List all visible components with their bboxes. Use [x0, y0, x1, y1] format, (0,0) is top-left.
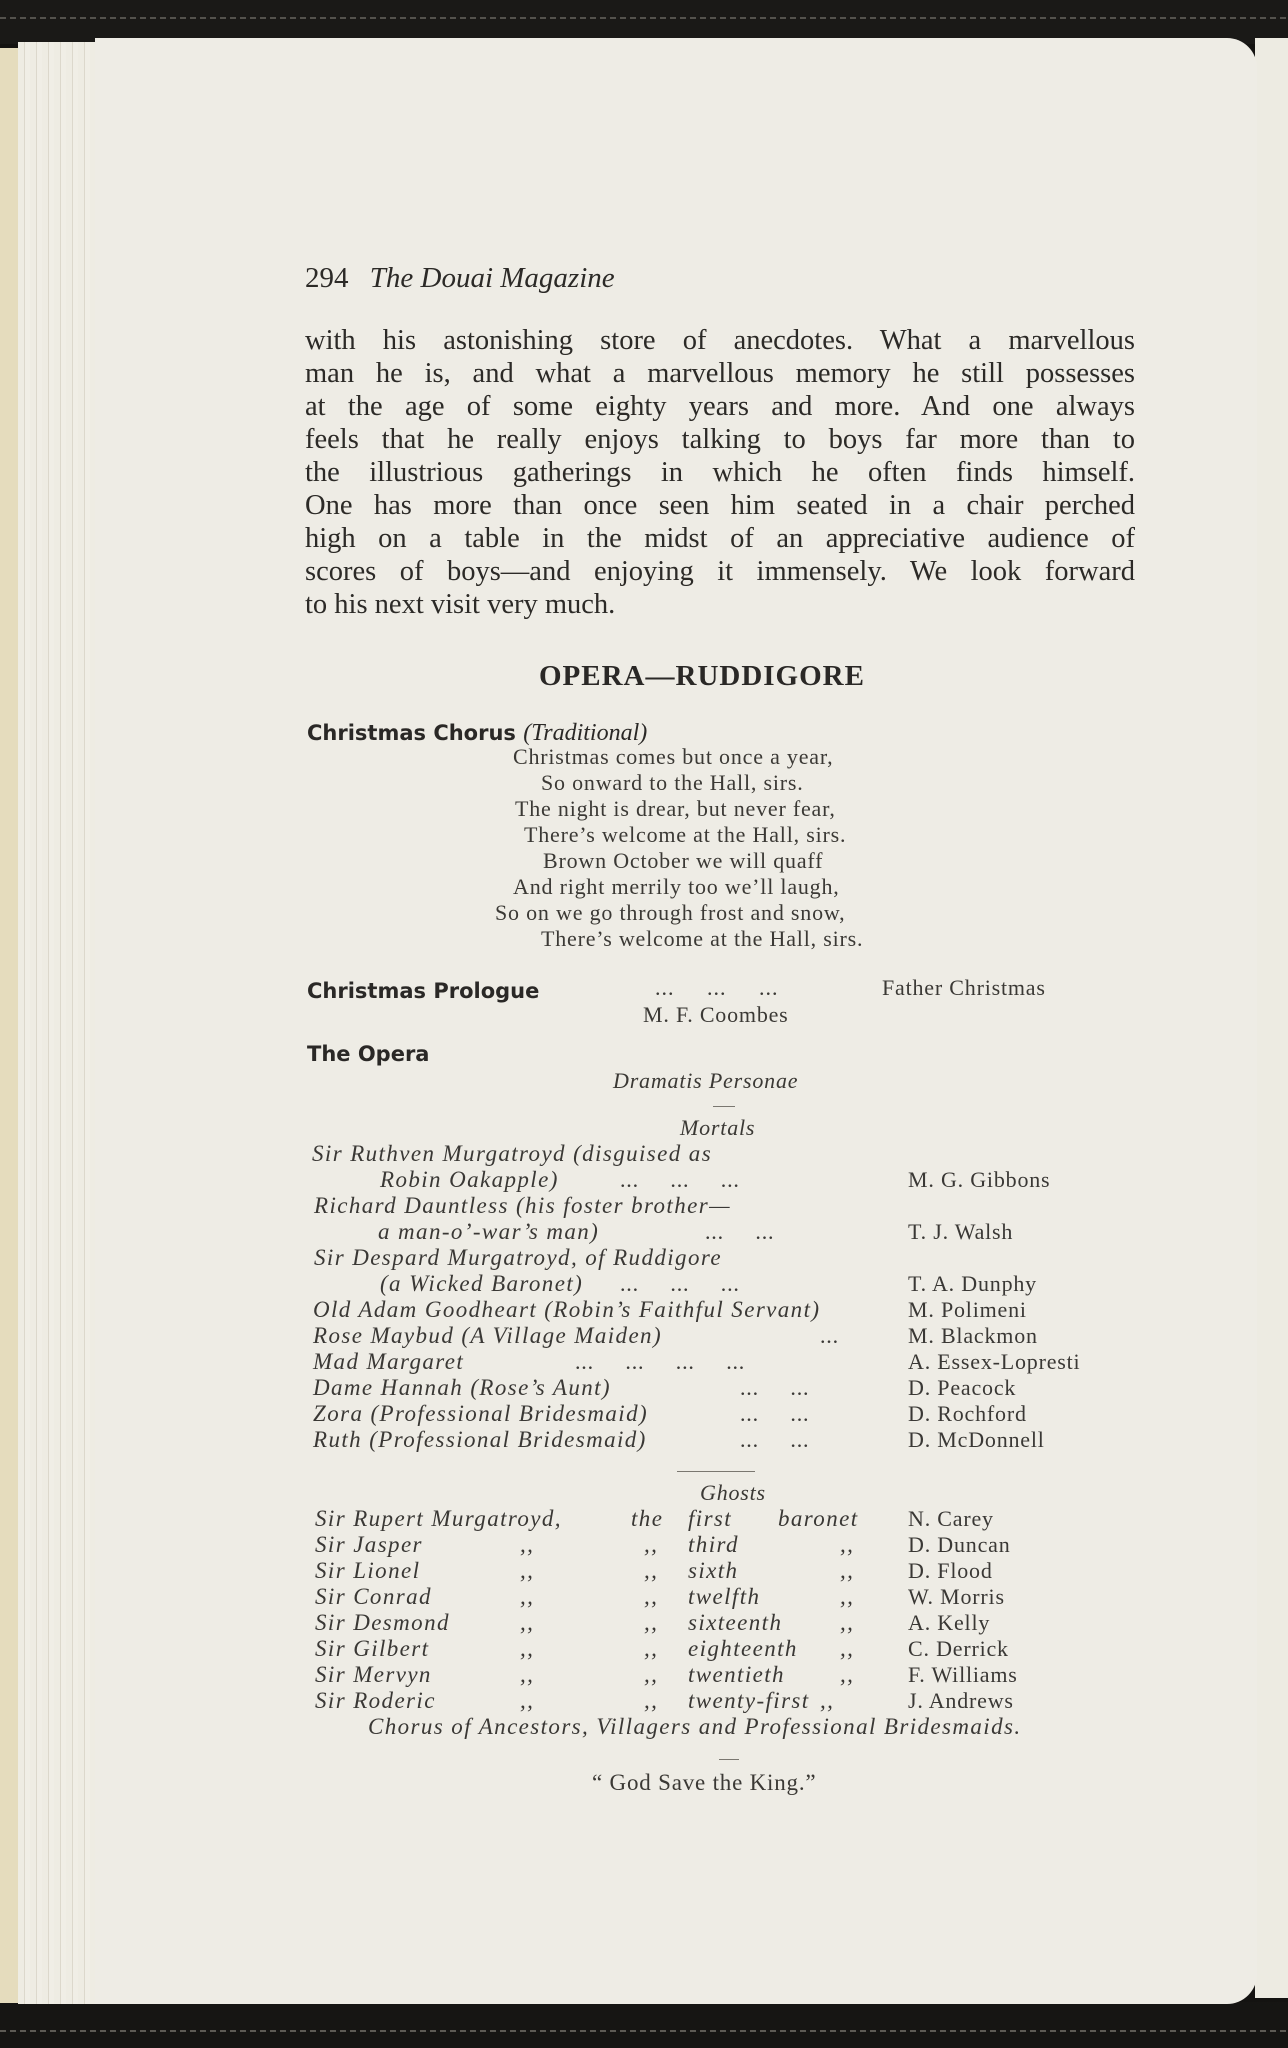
body-paragraph: [305, 324, 1135, 621]
ditto-mark: ,,: [644, 1636, 659, 1661]
ghost-name: Sir Mervyn: [315, 1662, 432, 1687]
ditto-mark: the: [631, 1506, 664, 1531]
ghost-name: Sir Gilbert: [315, 1636, 430, 1661]
cast-player: M. Polimeni: [908, 1297, 1027, 1322]
paragraph-line: the illustrious gatherings in which he often finds himself.: [305, 457, 1135, 488]
cast-role: Robin Oakapple): [380, 1167, 559, 1192]
paragraph-line: scores of boys—and enjoying it immensely. We look forward: [305, 556, 1135, 587]
ditto-mark: ,,: [520, 1636, 535, 1661]
verse-line: Christmas comes but once a year,: [513, 744, 834, 769]
leader-dots: ... ... ...: [620, 1271, 740, 1296]
leader-dots: ... ...: [740, 1401, 810, 1426]
ditto-mark: ,,: [520, 1610, 535, 1635]
verse-line: Brown October we will quaff: [543, 848, 824, 873]
ghost-suffix: baronet: [778, 1506, 859, 1531]
cover-stitching: [0, 2030, 1288, 2032]
ghost-ordinal: twenty-first: [688, 1688, 810, 1713]
paragraph-line: One has more than once seen him seated in a chair perched: [305, 490, 1135, 521]
divider: [719, 1759, 739, 1760]
page-number: 294: [305, 262, 349, 294]
ghost-ordinal: twentieth: [688, 1662, 785, 1687]
ghost-suffix: ,,: [840, 1610, 855, 1635]
cast-player: F. Williams: [908, 1662, 1018, 1687]
next-page-edge: [1255, 38, 1288, 1998]
ghost-ordinal: eighteenth: [688, 1636, 798, 1661]
mortals-label: Mortals: [680, 1115, 756, 1140]
cast-role: Richard Dauntless (his foster brother—: [314, 1193, 731, 1218]
heading-note: (Traditional): [523, 720, 648, 746]
magazine-title: The Douai Magazine: [369, 262, 615, 294]
divider: [677, 1471, 755, 1472]
cast-player: T. J. Walsh: [908, 1219, 1014, 1244]
cover-stitching: [0, 17, 1288, 19]
cast-role: Ruth (Professional Bridesmaid): [313, 1427, 647, 1452]
ghost-name: Sir Desmond: [315, 1610, 450, 1635]
ghost-ordinal: third: [688, 1532, 739, 1557]
cast-role: Rose Maybud (A Village Maiden): [313, 1323, 663, 1348]
cast-player: J. Andrews: [908, 1688, 1014, 1713]
ditto-mark: ,,: [644, 1662, 659, 1687]
paragraph-line: at the age of some eighty years and more. And one always: [305, 391, 1135, 422]
cast-role: Zora (Professional Bridesmaid): [313, 1401, 649, 1426]
cast-player: D. Duncan: [908, 1532, 1011, 1557]
ghost-name: Sir Jasper: [315, 1532, 423, 1557]
ghost-suffix: ,,: [840, 1558, 855, 1583]
cast-player: C. Derrick: [908, 1636, 1009, 1661]
cast-player: D. McDonnell: [908, 1427, 1045, 1452]
cast-player: W. Morris: [908, 1584, 1005, 1609]
cast-role: Dame Hannah (Rose’s Aunt): [313, 1375, 611, 1400]
leader-dots: ... ... ...: [655, 975, 779, 1000]
ditto-mark: ,,: [520, 1688, 535, 1713]
cast-player: A. Essex-Lopresti: [908, 1349, 1081, 1374]
cast-player: D. Peacock: [908, 1375, 1017, 1400]
ditto-mark: ,,: [520, 1532, 535, 1557]
paragraph-line: man he is, and what a marvellous memory he still possesses: [305, 358, 1135, 389]
ghost-name: Sir Conrad: [315, 1584, 432, 1609]
ditto-mark: ,,: [520, 1584, 535, 1609]
book-cover-bottom: [0, 2002, 1288, 2048]
leader-dots: ... ... ...: [620, 1167, 740, 1192]
running-head: [305, 262, 615, 295]
cast-player: A. Kelly: [908, 1610, 991, 1635]
ghost-ordinal: twelfth: [688, 1584, 761, 1609]
prologue-role: Father Christmas: [882, 975, 1046, 1000]
ditto-mark: ,,: [520, 1662, 535, 1687]
cast-role: (a Wicked Baronet): [380, 1271, 584, 1296]
ditto-mark: ,,: [644, 1584, 659, 1609]
leader-dots: ... ...: [740, 1427, 810, 1452]
the-opera-heading: The Opera: [307, 1042, 430, 1066]
ghost-suffix: ,,: [820, 1688, 835, 1713]
leader-dots: ... ...: [740, 1375, 810, 1400]
cast-player: N. Carey: [908, 1506, 994, 1531]
dramatis-personae-heading: Dramatis Personae: [613, 1068, 799, 1093]
leader-dots: ... ... ... ...: [575, 1349, 746, 1374]
ditto-mark: ,,: [644, 1688, 659, 1713]
cast-role: Mad Margaret: [313, 1349, 465, 1374]
ghost-suffix: ,,: [840, 1584, 855, 1609]
paragraph-line: with his astonishing store of anecdotes. What a marvellous: [305, 325, 1135, 356]
cast-role: Old Adam Goodheart (Robin’s Faithful Servant): [313, 1297, 821, 1322]
ghost-ordinal: sixth: [688, 1558, 739, 1583]
verse-line: So on we go through frost and snow,: [495, 900, 846, 925]
section-title: OPERA—RUDDIGORE: [539, 660, 865, 692]
ditto-mark: ,,: [644, 1558, 659, 1583]
cast-player: T. A. Dunphy: [908, 1271, 1037, 1296]
ghost-suffix: ,,: [840, 1662, 855, 1687]
ghosts-label: Ghosts: [700, 1480, 766, 1505]
ghost-suffix: ,,: [840, 1636, 855, 1661]
verse-line: There’s welcome at the Hall, sirs.: [524, 822, 847, 847]
cast-player: D. Rochford: [908, 1401, 1027, 1426]
cast-role: Sir Ruthven Murgatroyd (disguised as: [312, 1141, 713, 1166]
ghost-ordinal: first: [688, 1506, 733, 1531]
christmas-prologue-heading: Christmas Prologue: [307, 979, 540, 1003]
ditto-mark: ,,: [644, 1532, 659, 1557]
ghost-name: Sir Roderic: [315, 1688, 436, 1713]
page-stack-edges: [18, 42, 98, 2004]
paragraph-line: high on a table in the midst of an appreciative audience of: [305, 523, 1135, 554]
cast-player: M. Blackmon: [908, 1323, 1038, 1348]
leader-dots: ...: [820, 1323, 839, 1348]
ditto-mark: ,,: [520, 1558, 535, 1583]
verse-line: There’s welcome at the Hall, sirs.: [541, 926, 864, 951]
ghost-name: Sir Lionel: [315, 1558, 421, 1583]
ghost-ordinal: sixteenth: [688, 1610, 783, 1635]
verse-line: So onward to the Hall, sirs.: [541, 770, 804, 795]
cast-player: D. Flood: [908, 1558, 993, 1583]
facing-page-edge: [0, 48, 20, 2003]
leader-dots: ... ...: [705, 1219, 775, 1244]
paragraph-line: to his next visit very much.: [305, 589, 616, 620]
ghost-suffix: ,,: [840, 1532, 855, 1557]
heading-text: Christmas Chorus: [307, 721, 516, 745]
cast-role: a man-o’-war’s man): [378, 1219, 600, 1244]
ditto-mark: ,,: [644, 1610, 659, 1635]
cast-player: M. G. Gibbons: [908, 1167, 1051, 1192]
cast-role: Sir Despard Murgatroyd, of Ruddigore: [314, 1245, 722, 1270]
closing-line: “ God Save the King.”: [592, 1770, 817, 1795]
christmas-chorus-heading: [307, 720, 647, 747]
prologue-player: M. F. Coombes: [643, 1002, 789, 1027]
verse-line: And right merrily too we’ll laugh,: [513, 874, 840, 899]
ghost-name: Sir Rupert Murgatroyd,: [315, 1506, 562, 1531]
chorus-line: Chorus of Ancestors, Villagers and Professional Bridesmaids.: [368, 1714, 1022, 1739]
divider: [713, 1106, 735, 1107]
verse-line: The night is drear, but never fear,: [515, 796, 836, 821]
paragraph-line: feels that he really enjoys talking to boys far more than to: [305, 424, 1135, 455]
